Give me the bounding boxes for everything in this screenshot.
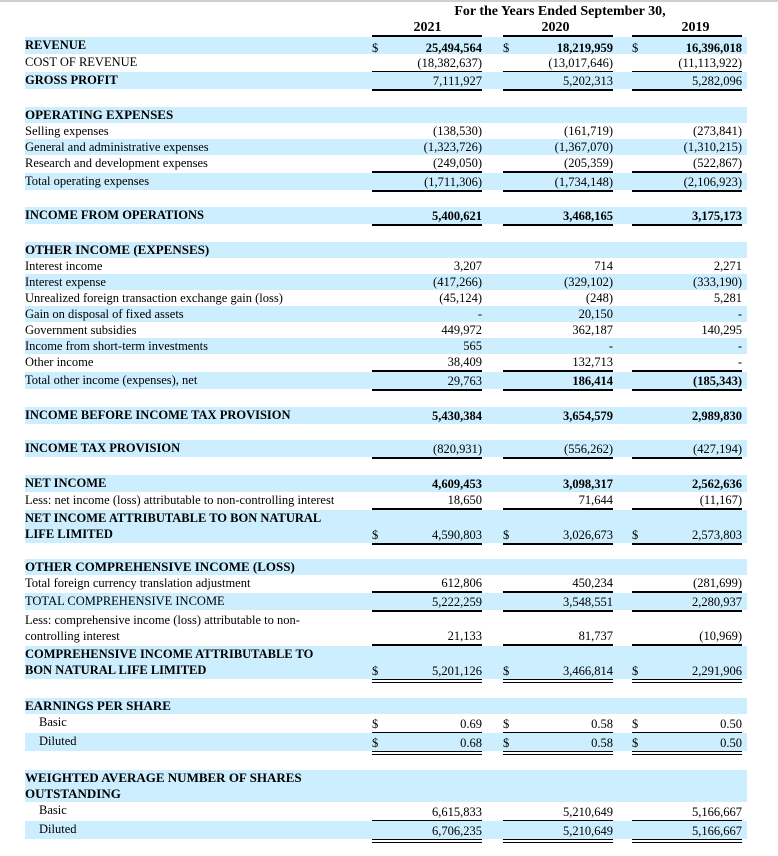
value-2021: 0.68	[460, 736, 482, 750]
row-income-from-operations	[25, 207, 747, 224]
value-2019: -	[737, 307, 742, 321]
year-header-2020: 2020	[541, 20, 570, 35]
value-2020: 3,548,551	[563, 595, 613, 609]
value-2019: 2,989,830	[692, 409, 742, 423]
value-2021: 5,430,384	[432, 409, 482, 423]
row-label: Basic	[39, 803, 67, 817]
value-2019: -	[737, 355, 742, 369]
year-header-2021: 2021	[413, 20, 442, 35]
row-label-line2: LIFE LIMITED	[25, 527, 113, 541]
currency-symbol: $	[372, 41, 379, 55]
row-revenue	[25, 37, 747, 54]
value-2019: (10,969)	[699, 629, 742, 643]
value-2020: 71,644	[578, 493, 613, 507]
section-weighted-average-shares	[25, 770, 747, 802]
row-label: Interest expense	[25, 275, 106, 289]
row-label: Total operating expenses	[25, 174, 150, 188]
row-fx-translation-adjustment	[25, 575, 747, 591]
value-2019: 5,166,667	[692, 824, 742, 838]
value-2020: 5,202,313	[563, 74, 613, 88]
value-2021: 18,650	[447, 493, 482, 507]
currency-symbol: $	[632, 717, 639, 731]
value-2020: 3,098,317	[563, 477, 613, 491]
value-2021: 449,972	[441, 323, 482, 337]
row-label: Research and development expenses	[25, 156, 208, 170]
currency-symbol: $	[503, 41, 510, 55]
row-government-subsidies	[25, 322, 747, 338]
value-2019: 2,271	[713, 259, 742, 273]
currency-symbol: $	[503, 717, 510, 731]
value-2021: 29,763	[447, 374, 482, 388]
value-2019: (11,113,922)	[678, 56, 742, 70]
value-2019: 140,295	[701, 323, 742, 337]
value-2019: (333,190)	[693, 275, 742, 289]
period-title: For the Years Ended September 30,	[454, 4, 666, 19]
row-label: INCOME BEFORE INCOME TAX PROVISION	[25, 408, 291, 422]
row-income-tax-provision	[25, 440, 747, 457]
row-label: Gain on disposal of fixed assets	[25, 307, 184, 321]
value-2020: (248)	[585, 291, 613, 305]
value-2021: (249,050)	[433, 156, 482, 170]
row-comprehensive-income-attributable	[25, 646, 747, 679]
value-2021: 5,201,126	[432, 664, 482, 678]
value-2019: 2,291,906	[692, 664, 742, 678]
row-total-other-income	[25, 372, 747, 389]
value-2019: 5,281	[713, 291, 742, 305]
row-other-income	[25, 354, 747, 370]
value-2019: 5,282,096	[692, 74, 742, 88]
value-2021: 612,806	[441, 576, 482, 590]
row-label: Less: net income (loss) attributable to non-controlling interest	[25, 493, 335, 507]
row-label: Diluted	[39, 734, 77, 748]
value-2020: (205,359)	[564, 156, 613, 170]
row-gain-disposal-fixed-assets	[25, 306, 747, 322]
row-cost-of-revenue	[25, 54, 747, 71]
row-short-term-investments	[25, 338, 747, 354]
currency-symbol: $	[503, 664, 510, 678]
value-2020: 5,210,649	[563, 824, 613, 838]
currency-symbol: $	[372, 528, 379, 542]
row-shares-basic	[25, 802, 747, 820]
value-2021: 4,609,453	[432, 477, 482, 491]
value-2021: 7,111,927	[432, 74, 482, 88]
row-selling-expenses	[25, 123, 747, 139]
value-2019: (281,699)	[693, 576, 742, 590]
row-total-operating-expenses	[25, 173, 747, 190]
value-2020: 3,026,673	[563, 528, 613, 542]
row-label-line1: COMPREHENSIVE INCOME ATTRIBUTABLE TO	[25, 647, 314, 661]
value-2020: 0.58	[591, 717, 613, 731]
row-label: Interest income	[25, 259, 103, 273]
row-interest-income	[25, 258, 747, 274]
value-2021: 5,222,259	[432, 595, 482, 609]
value-2020: 132,713	[572, 355, 613, 369]
value-2019: 16,396,018	[685, 41, 742, 55]
value-2020: 3,654,579	[563, 409, 613, 423]
value-2021: 6,615,833	[432, 805, 482, 819]
row-label: Unrealized foreign transaction exchange gain (loss)	[25, 291, 283, 305]
row-gross-profit	[25, 72, 747, 89]
value-2019: -	[737, 339, 742, 353]
value-2019: (2,106,923)	[683, 175, 742, 189]
row-label: REVENUE	[25, 38, 87, 52]
value-2021: 0.69	[460, 717, 482, 731]
value-2020: (329,102)	[564, 275, 613, 289]
value-2021: 6,706,235	[432, 824, 482, 838]
year-header-2019: 2019	[681, 20, 710, 35]
value-2020: (1,367,070)	[554, 140, 613, 154]
value-2021: (820,931)	[433, 442, 482, 456]
value-2019: (273,841)	[693, 124, 742, 138]
row-label-line1: Less: comprehensive income (loss) attributable to non-	[25, 613, 300, 627]
value-2021: 565	[463, 339, 482, 353]
value-2021: (1,323,726)	[423, 140, 482, 154]
value-2021: (138,530)	[433, 124, 482, 138]
row-label: Total foreign currency translation adjustment	[25, 576, 251, 590]
currency-symbol: $	[372, 664, 379, 678]
value-2019: 5,166,667	[692, 805, 742, 819]
row-eps-diluted	[25, 733, 747, 751]
value-2019: 0.50	[720, 717, 742, 731]
value-2020: 362,187	[572, 323, 613, 337]
row-research-development-expenses	[25, 155, 747, 171]
section-heading: EARNINGS PER SHARE	[25, 698, 171, 713]
currency-symbol: $	[372, 736, 379, 750]
section-heading: OTHER INCOME (EXPENSES)	[25, 242, 210, 257]
value-2019: (11,167)	[699, 493, 742, 507]
row-label: Diluted	[39, 822, 77, 836]
section-heading: OPERATING EXPENSES	[25, 107, 174, 122]
row-label: Total other income (expenses), net	[25, 373, 198, 387]
value-2019: (427,194)	[693, 442, 742, 456]
row-general-admin-expenses	[25, 139, 747, 155]
row-eps-basic	[25, 714, 747, 732]
value-2020: 186,414	[572, 374, 613, 388]
row-label-line2: BON NATURAL LIFE LIMITED	[25, 663, 207, 677]
row-label: General and administrative expenses	[25, 140, 209, 154]
row-label: Other income	[25, 355, 94, 369]
row-net-income	[25, 475, 747, 492]
value-2021: 25,494,564	[425, 41, 482, 55]
value-2021: 3,207	[453, 259, 482, 273]
row-label: NET INCOME	[25, 476, 107, 490]
value-2020: 3,466,814	[563, 664, 613, 678]
value-2020: -	[608, 339, 613, 353]
value-2021: -	[477, 307, 482, 321]
row-label: Income from short-term investments	[25, 339, 208, 353]
section-earnings-per-share	[25, 698, 747, 714]
value-2019: 2,280,937	[692, 595, 742, 609]
value-2020: 20,150	[578, 307, 613, 321]
value-2021: 4,590,803	[432, 528, 482, 542]
value-2020: 81,737	[578, 629, 613, 643]
currency-symbol: $	[632, 528, 639, 542]
value-2020: 3,468,165	[563, 209, 613, 223]
row-income-before-tax	[25, 407, 747, 424]
value-2020: 714	[594, 259, 613, 273]
row-label: Basic	[39, 715, 67, 729]
row-label: COST OF REVENUE	[25, 55, 138, 69]
value-2020: 5,210,649	[563, 805, 613, 819]
row-interest-expense	[25, 274, 747, 290]
value-2019: (522,867)	[693, 156, 742, 170]
value-2020: (556,262)	[564, 442, 613, 456]
row-nci-comprehensive-income	[25, 612, 747, 644]
top-divider	[0, 0, 778, 2]
value-2020: (13,017,646)	[548, 56, 613, 70]
currency-symbol: $	[632, 736, 639, 750]
row-label: Government subsidies	[25, 323, 137, 337]
row-nci-net-income	[25, 492, 747, 508]
section-other-income-expenses	[25, 242, 747, 258]
value-2020: 18,219,959	[556, 41, 613, 55]
row-fx-gain-loss	[25, 290, 747, 306]
section-heading: OTHER COMPREHENSIVE INCOME (LOSS)	[25, 559, 295, 574]
section-heading-line2: OUTSTANDING	[25, 786, 121, 801]
value-2019: 2,562,636	[692, 477, 742, 491]
row-label-line1: NET INCOME ATTRIBUTABLE TO BON NATURAL	[25, 511, 322, 525]
row-label: Selling expenses	[25, 124, 109, 138]
currency-symbol: $	[632, 664, 639, 678]
value-2020: (161,719)	[564, 124, 613, 138]
value-2019: 2,573,803	[692, 528, 742, 542]
value-2019: (1,310,215)	[683, 140, 742, 154]
value-2021: (417,266)	[433, 275, 482, 289]
currency-symbol: $	[503, 528, 510, 542]
value-2021: 38,409	[447, 355, 482, 369]
value-2020: 450,234	[572, 576, 613, 590]
row-label: GROSS PROFIT	[25, 73, 118, 87]
row-total-comprehensive-income	[25, 593, 747, 610]
row-label: INCOME FROM OPERATIONS	[25, 208, 204, 222]
value-2021: (1,711,306)	[424, 175, 482, 189]
value-2019: (185,343)	[693, 374, 742, 388]
value-2021: 21,133	[447, 629, 482, 643]
section-other-comprehensive-income	[25, 559, 747, 575]
value-2020: 0.58	[591, 736, 613, 750]
row-label-line2: controlling interest	[25, 629, 120, 643]
row-shares-diluted	[25, 821, 747, 839]
currency-symbol: $	[372, 717, 379, 731]
section-heading-line1: WEIGHTED AVERAGE NUMBER OF SHARES	[25, 770, 302, 785]
value-2021: (18,382,637)	[417, 56, 482, 70]
value-2020: (1,734,148)	[554, 175, 613, 189]
value-2021: (45,124)	[439, 291, 482, 305]
value-2021: 5,400,621	[432, 209, 482, 223]
value-2019: 3,175,173	[692, 209, 742, 223]
section-operating-expenses	[25, 107, 747, 123]
row-label: TOTAL COMPREHENSIVE INCOME	[25, 594, 225, 608]
row-net-income-attributable	[25, 510, 747, 543]
currency-symbol: $	[503, 736, 510, 750]
value-2019: 0.50	[720, 736, 742, 750]
row-label: INCOME TAX PROVISION	[25, 441, 181, 455]
currency-symbol: $	[632, 41, 639, 55]
